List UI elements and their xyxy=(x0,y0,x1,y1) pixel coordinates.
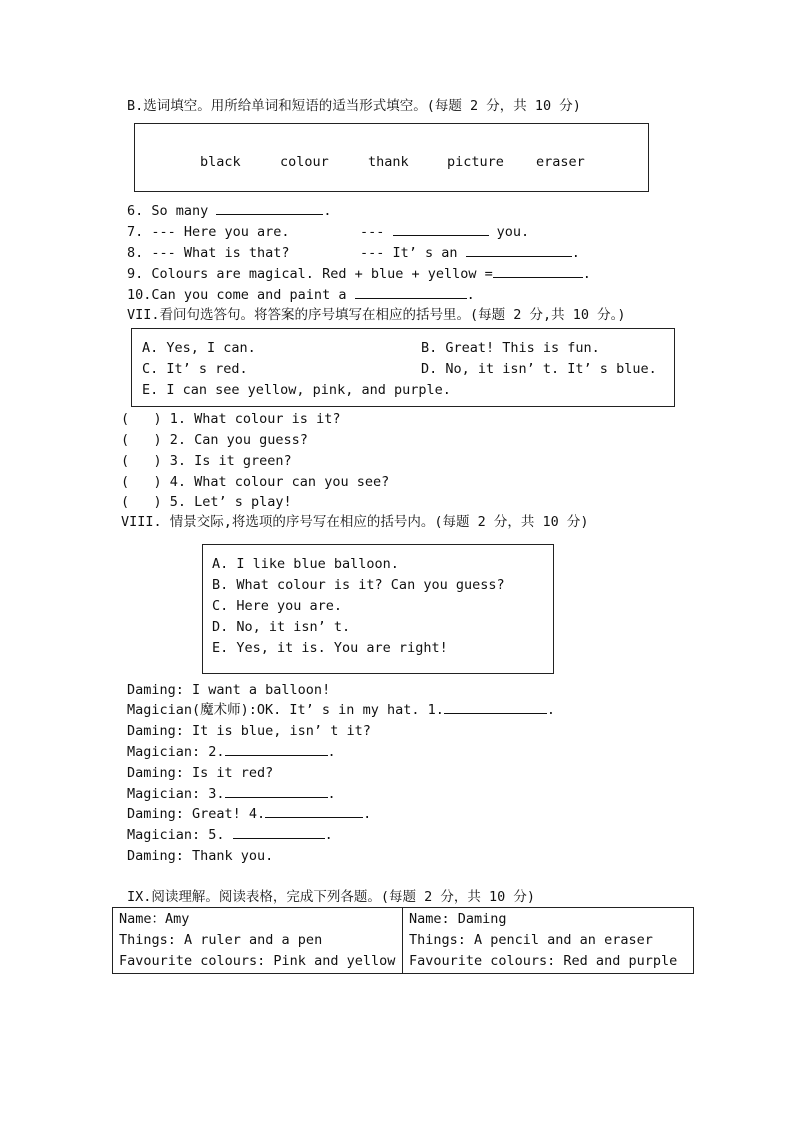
question-8: 8. --- What is that? xyxy=(127,245,290,261)
answer-blank[interactable] xyxy=(265,804,363,818)
dialogue-line: Daming: I want a balloon! xyxy=(127,682,331,698)
dialogue-line: Daming: Great! 4. . xyxy=(127,806,372,822)
section-viii-title: VIII. 情景交际,将选项的序号写在相应的括号内。(每题 2 分，共 10 分) xyxy=(121,514,589,530)
dialogue-line: Magician: 3. . xyxy=(127,786,336,802)
table-cell-daming xyxy=(403,908,694,974)
word-bank-item: eraser xyxy=(536,154,585,170)
answer-blank[interactable] xyxy=(355,285,467,299)
table-cell-amy xyxy=(113,908,403,974)
section-vii-title: VII.看问句选答句。将答案的序号填写在相应的括号里。(每题 2 分,共 10 分。) xyxy=(127,307,626,323)
question-row: ( ) 5. Let’ s play! xyxy=(121,494,292,510)
question-9: 9. Colours are magical. Red + blue + yellow = . xyxy=(127,266,591,282)
question-row: ( ) 1. What colour is it? xyxy=(121,411,341,427)
answer-blank[interactable] xyxy=(393,222,489,236)
answer-blank[interactable] xyxy=(216,201,323,215)
dialogue-line: Daming: It is blue, isn’ t it? xyxy=(127,723,371,739)
answer-options-box xyxy=(131,328,675,407)
reading-table xyxy=(112,907,694,974)
dialogue-option: C. Here you are. xyxy=(212,598,343,614)
word-bank-box xyxy=(134,123,649,192)
question-6: 6. So many . xyxy=(127,203,332,219)
word-bank-item: picture xyxy=(447,154,504,170)
word-bank-item: thank xyxy=(368,154,409,170)
amy-name: Name：Amy xyxy=(119,911,190,927)
dialogue-option: A. I like blue balloon. xyxy=(212,556,399,572)
answer-blank[interactable] xyxy=(225,784,328,798)
answer-blank[interactable] xyxy=(466,243,572,257)
table-row xyxy=(113,908,694,974)
answer-blank[interactable] xyxy=(225,742,328,756)
dialogue-line: Daming: Thank you. xyxy=(127,848,274,864)
question-8-answer: --- It’ s an . xyxy=(360,245,580,261)
question-row: ( ) 4. What colour can you see? xyxy=(121,474,390,490)
question-row: ( ) 3. Is it green? xyxy=(121,453,292,469)
dialogue-line: Daming: Is it red? xyxy=(127,765,274,781)
word-bank-item: colour xyxy=(280,154,329,170)
option-a: A. Yes, I can. xyxy=(142,340,256,356)
dialogue-line: Magician(魔术师):OK. It’ s in my hat. 1. . xyxy=(127,702,555,718)
answer-blank[interactable] xyxy=(233,825,325,839)
dialogue-line: Magician: 5. . xyxy=(127,827,333,843)
dialogue-line: Magician: 2. . xyxy=(127,744,336,760)
option-c: C. It’ s red. xyxy=(142,361,248,377)
option-b: B. Great! This is fun. xyxy=(421,340,600,356)
amy-things: Things: A ruler and a pen xyxy=(119,932,323,948)
daming-name: Name: Daming xyxy=(409,911,507,927)
section-ix-title: IX.阅读理解。阅读表格，完成下列各题。(每题 2 分，共 10 分) xyxy=(127,889,536,905)
word-bank-item: black xyxy=(200,154,241,170)
daming-colours: Favourite colours: Red and purple xyxy=(409,953,678,969)
question-10: 10.Can you come and paint a . xyxy=(127,287,475,303)
section-b-title: B.选词填空。用所给单词和短语的适当形式填空。(每题 2 分，共 10 分) xyxy=(127,98,581,114)
dialogue-option: D. No, it isn’ t. xyxy=(212,619,351,635)
answer-blank[interactable] xyxy=(444,700,547,714)
daming-things: Things: A pencil and an eraser xyxy=(409,932,653,948)
option-d: D. No, it isn’ t. It’ s blue. xyxy=(421,361,657,377)
question-7-answer: --- you. xyxy=(360,224,530,240)
answer-blank[interactable] xyxy=(493,264,583,278)
dialogue-option: E. Yes, it is. You are right! xyxy=(212,640,448,656)
option-e: E. I can see yellow, pink, and purple. xyxy=(142,382,451,398)
dialogue-option: B. What colour is it? Can you guess? xyxy=(212,577,505,593)
question-7: 7. --- Here you are. xyxy=(127,224,290,240)
dialogue-options-box xyxy=(202,544,554,674)
question-row: ( ) 2. Can you guess? xyxy=(121,432,308,448)
amy-colours: Favourite colours: Pink and yellow xyxy=(119,953,396,969)
